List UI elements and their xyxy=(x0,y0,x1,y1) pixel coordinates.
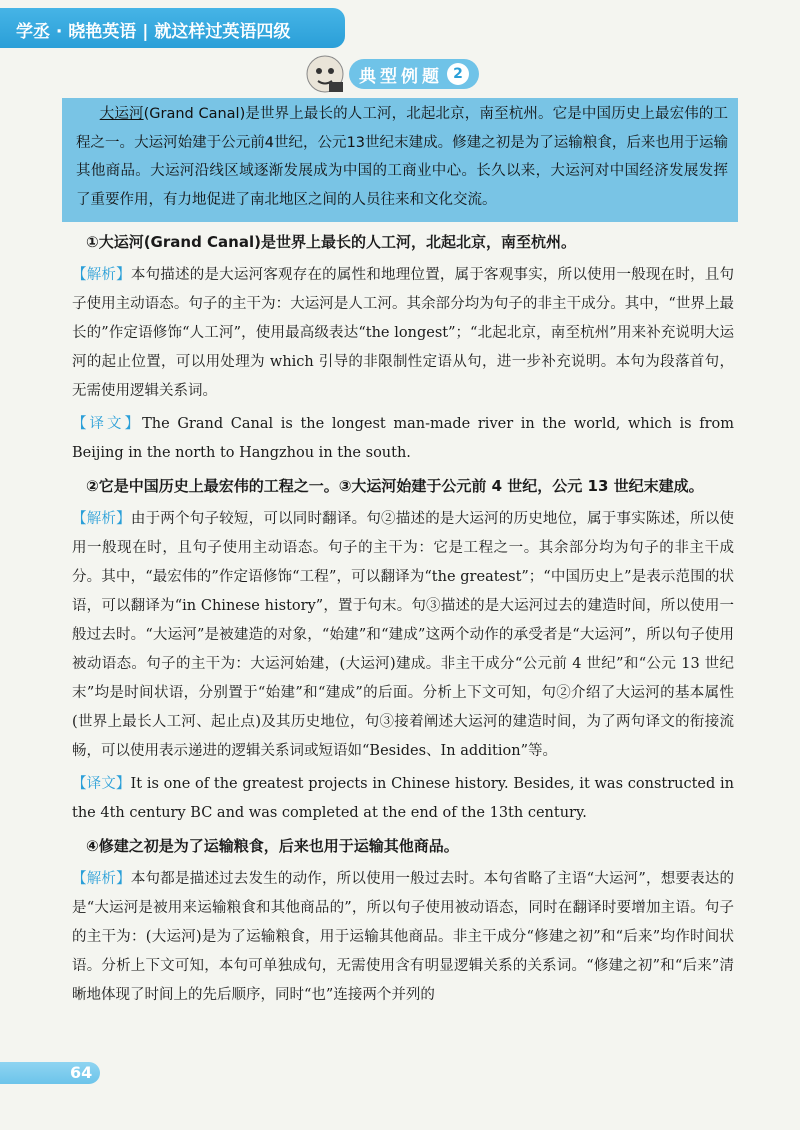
analysis-2: 【解析】由于两个句子较短，可以同时翻译。句②描述的是大运河的历史地位，属于事实陈述，所以使用一般现在时，且句子使用主动语态。句子的主干为：它是工程之一。其余部分均为句子的非主干成分。其中，“最宏伟的”作定语修饰“工程”，可以翻译为“the greatest”；“中国历史上”是表示范围的状语，可以翻译为“in Chinese history”，置于句末。句③描述的是大运河过去的建造时间，所以使用一般过去时。“大运河”是被建造的对象，“始建”和“建成”这两个动作的承受者是“大运河”，所以句子使用被动语态。句子的主干为：大运河始建，(大运河)建成。非主干成分“公元前 4 世纪”和“公元 13 世纪末”均是时间状语，分别置于“始建”和“建成”的后面。分析上下文可知，句②介绍了大运河的基本属性(世界上最长人工河、起止点)及其历史地位，句③接着阐述大运河的建造时间，为了两句译文的衔接流畅，可以使用表示递进的逻辑关系词或短语如“Besides、In addition”等。 xyxy=(72,511,735,759)
example-paragraph xyxy=(76,100,728,214)
analysis-3: 【解析】本句都是描述过去发生的动作，所以使用一般过去时。本句省略了主语“大运河”，想要表达的是“大运河是被用来运输粮食和其他商品的”，所以句子使用被动语态，同时在翻译时要增加主语。句子的主干为：(大运河)是为了运输粮食，用于运输其他商品。非主干成分“修建之初”和“后来”均作时间状语。分析上下文可知，本句可单独成句，无需使用含有明显逻辑关系的关系词。“修建之初”和“后来”清晰地体现了时间上的先后顺序，同时“也”连接两个并列的 xyxy=(72,871,735,1003)
example-badge-label: 典型例题 xyxy=(359,66,443,87)
page-number: 64 xyxy=(70,1063,93,1082)
analysis-tag: 【解析】 xyxy=(72,267,131,283)
mascot-icon xyxy=(305,54,345,94)
translation-2: 【译文】It is one of the greatest projects in Chinese history. Besides, it was constructed in the 4th century BC and was completed at the end of the 13th century. xyxy=(72,776,735,821)
example-body: (Grand Canal)是世界上最长的人工河，北起北京，南至杭州。它是中国历史上最宏伟的工程之一。大运河始建于公元前4世纪，公元13世纪末建成。修建之初是为了运输粮食，后来也用于运输其他商品。大运河沿线区域逐渐发展成为中国的工商业中心。长久以来，大运河对中国经济发展发挥了重要作用，有力地促进了南北地区之间的人员往来和文化交流。 xyxy=(76,106,729,208)
example-badge xyxy=(349,59,479,89)
sentence-1: ①大运河(Grand Canal)是世界上最长的人工河，北起北京，南至杭州。 xyxy=(86,233,576,251)
example-underlined: 大运河 xyxy=(99,106,144,122)
header-title: 学丞 · 晓艳英语 | 就这样过英语四级 xyxy=(16,22,291,42)
analysis-tag: 【解析】 xyxy=(72,511,131,527)
example-header xyxy=(305,54,479,94)
example-badge-number: 2 xyxy=(447,63,469,85)
analysis-1: 【解析】本句描述的是大运河客观存在的属性和地理位置，属于客观事实，所以使用一般现在时，且句子使用主动语态。句子的主干为：大运河是人工河。其余部分均为句子的非主干成分。其中，“世界上最长的”作定语修饰“人工河”，使用最高级表达“the longest”；“北起北京，南至杭州”用来补充说明大运河的起止位置，可以用处理为 which 引导的非限制性定语从句，进一步补充说明。本句为段落首句，无需使用逻辑关系词。 xyxy=(72,267,735,399)
sentence-2: ②它是中国历史上最宏伟的工程之一。③大运河始建于公元前 4 世纪，公元 13 世纪末建成。 xyxy=(86,477,704,495)
translation-tag: 【译文】 xyxy=(72,416,143,432)
header-bar xyxy=(0,8,345,48)
analysis-tag: 【解析】 xyxy=(72,871,131,887)
analysis-content xyxy=(72,228,734,1014)
sentence-3: ④修建之初是为了运输粮食，后来也用于运输其他商品。 xyxy=(86,837,459,855)
translation-1: 【译文】The Grand Canal is the longest man-made river in the world, which is from Beijing in the north to Hangzhou in the south. xyxy=(72,416,734,461)
translation-tag: 【译文】 xyxy=(72,776,131,792)
